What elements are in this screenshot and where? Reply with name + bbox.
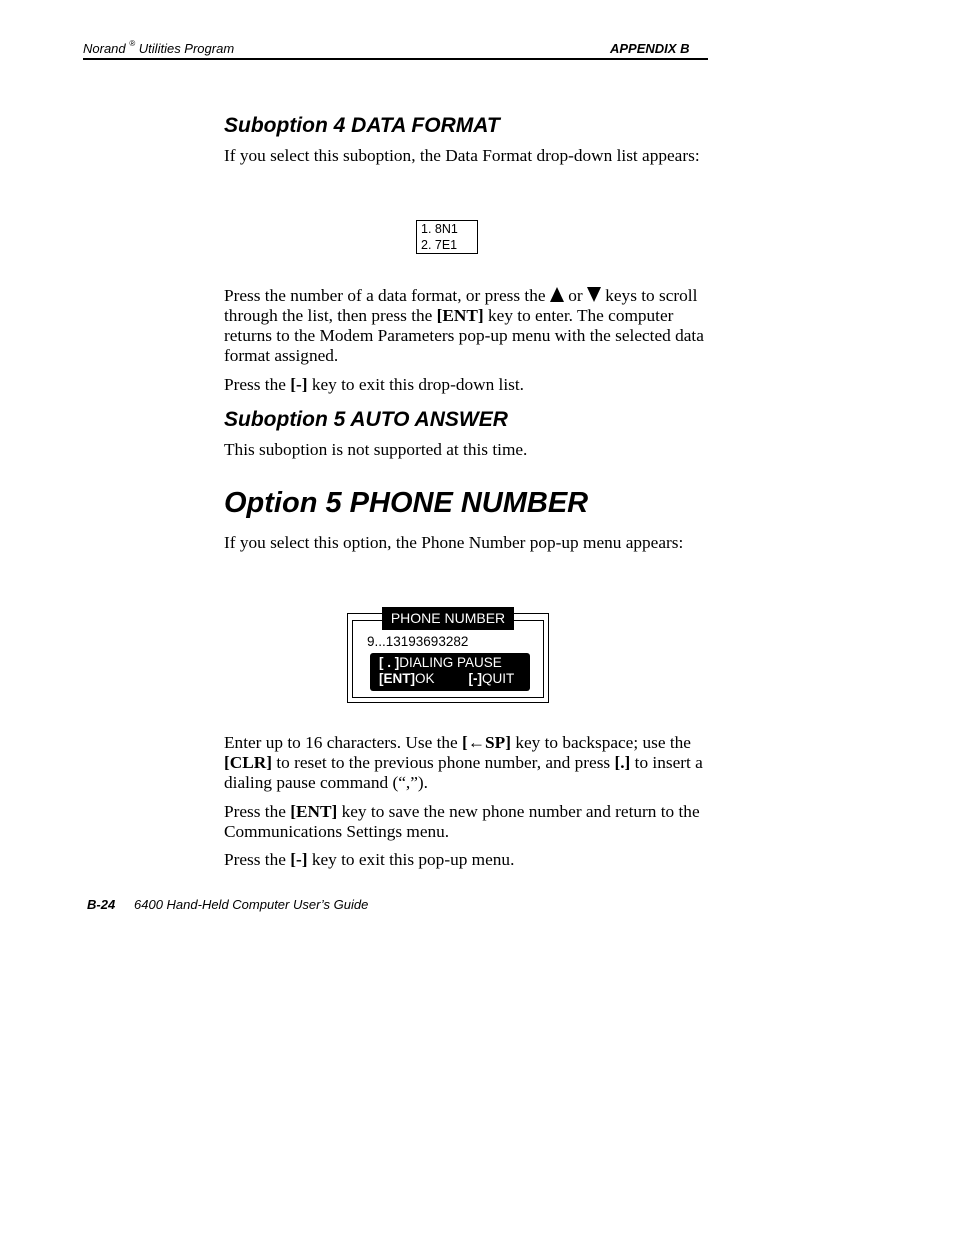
data-format-dropdown-list xyxy=(416,220,478,254)
registered-mark: ® xyxy=(129,39,136,48)
ok-quit-hint xyxy=(379,671,514,687)
minus-key-label: [-] xyxy=(290,375,308,394)
ent-key-label: [ENT] xyxy=(290,802,338,821)
exit-text: key to exit this drop-down list. xyxy=(311,375,525,394)
heading-phone-number: Option 5 PHONE NUMBER xyxy=(224,487,589,519)
ok-label: OK xyxy=(415,671,435,686)
phone-number-value: 9...13193693282 xyxy=(367,634,469,649)
ent-key-label: [ENT] xyxy=(379,671,415,686)
data-format-exit-note xyxy=(224,375,714,395)
instruction-text: key to backspace; use the xyxy=(515,733,691,752)
program-name: Utilities Program xyxy=(138,41,235,56)
header-rule xyxy=(83,58,708,60)
heading-auto-answer: Suboption 5 AUTO ANSWER xyxy=(224,408,508,431)
list-item-8n1: 1. 8N1 xyxy=(421,222,458,236)
save-text: key to save the new phone number and return to the Communications Settings menu. xyxy=(224,802,700,841)
minus-key-label: [-] xyxy=(290,850,308,869)
up-triangle-icon xyxy=(550,287,564,302)
data-format-instructions xyxy=(224,286,714,366)
exit-text: Press the xyxy=(224,850,286,869)
dialing-pause-hint xyxy=(379,655,502,671)
list-item-7e1: 2. 7E1 xyxy=(421,238,458,252)
instruction-text: to reset to the previous phone number, and press xyxy=(276,753,611,772)
data-format-intro: If you select this suboption, the Data Format drop-down list appears: xyxy=(224,146,700,165)
running-header-appendix: APPENDIX B xyxy=(610,41,690,56)
instruction-or: or xyxy=(568,286,583,305)
backspace-key-label: [←SP] xyxy=(462,733,511,752)
clr-key-label: [CLR] xyxy=(224,753,272,772)
dot-key-label: [ . ] xyxy=(379,655,400,670)
phone-number-entry-instructions xyxy=(224,733,714,793)
brand-name: Norand xyxy=(83,41,126,56)
exit-text: key to exit this pop-up menu. xyxy=(311,850,515,869)
auto-answer-text: This suboption is not supported at this time. xyxy=(224,440,528,459)
phone-number-save-note xyxy=(224,802,714,842)
down-triangle-icon xyxy=(587,287,601,302)
instruction-text: Enter up to 16 characters. Use the xyxy=(224,733,458,752)
footer-book-title: 6400 Hand-Held Computer User’s Guide xyxy=(134,897,369,912)
phone-number-intro: If you select this option, the Phone Number pop-up menu appears: xyxy=(224,533,684,552)
quit-label: QUIT xyxy=(482,671,515,686)
running-header-left xyxy=(83,41,234,56)
save-text: Press the xyxy=(224,802,286,821)
heading-data-format: Suboption 4 DATA FORMAT xyxy=(224,114,500,137)
phone-number-exit-note xyxy=(224,850,714,870)
instruction-text: to insert a dialing pause command (“,”). xyxy=(224,753,703,792)
ent-key-label: [ENT] xyxy=(436,306,484,325)
instruction-text: key to enter. The computer returns to the Modem Parameters pop-up menu with the selected data format assigned. xyxy=(224,306,704,365)
exit-text: Press the xyxy=(224,375,286,394)
instruction-text: Press the number of a data format, or press the xyxy=(224,286,546,305)
dot-key-label: [.] xyxy=(614,753,631,772)
instruction-text: keys to scroll through the list, then press the xyxy=(224,286,698,325)
dialing-pause-label: DIALING PAUSE xyxy=(399,655,502,670)
popup-title: PHONE NUMBER xyxy=(382,607,514,630)
footer-page-number: B-24 xyxy=(87,897,116,912)
minus-key-label: [-] xyxy=(468,671,483,686)
popup-key-legend xyxy=(370,653,530,691)
